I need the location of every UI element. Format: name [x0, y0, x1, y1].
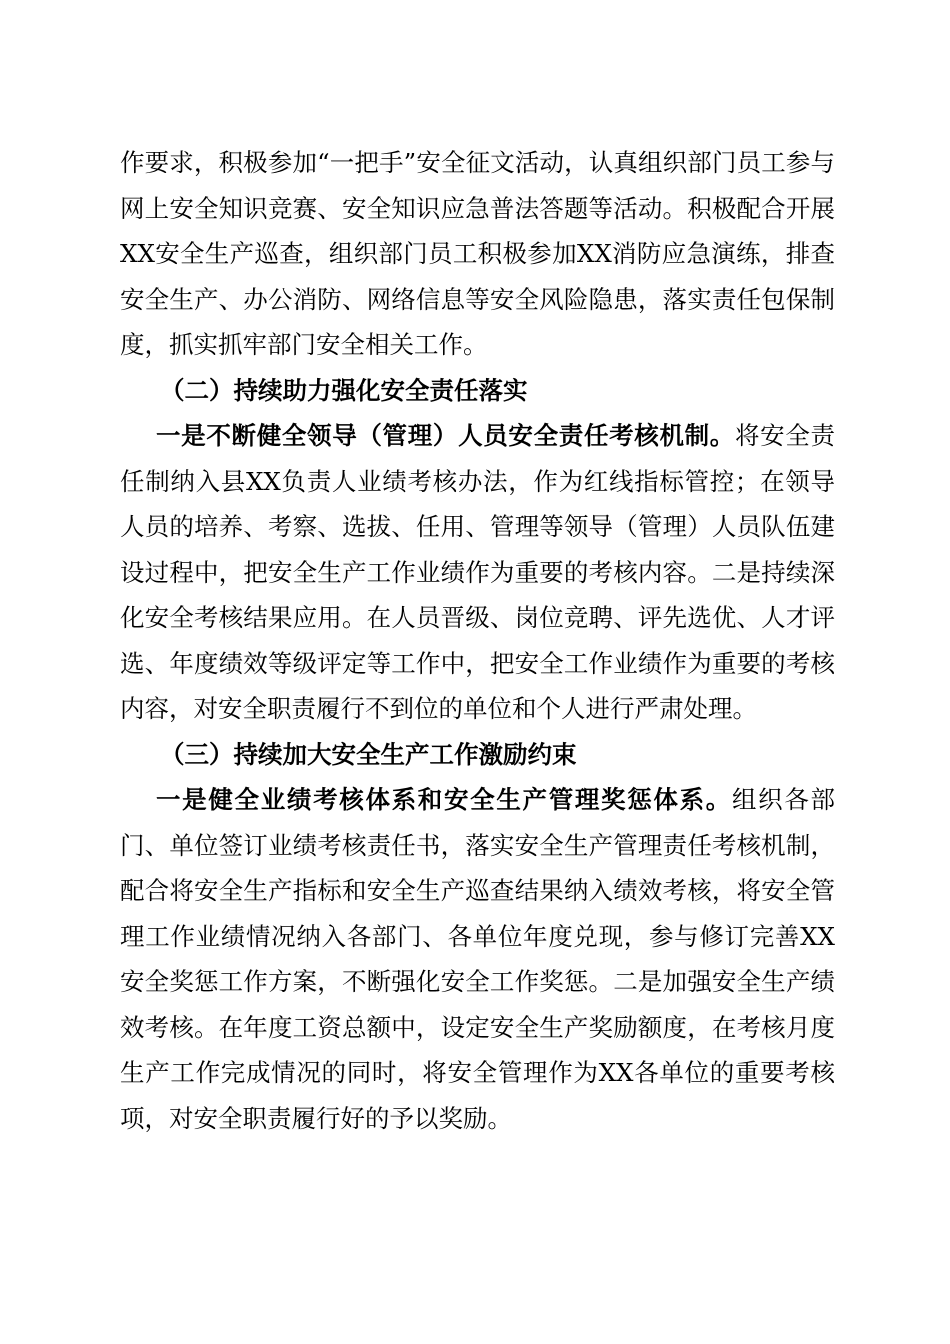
paragraph-lead-3: 一是健全业绩考核体系和安全生产管理奖惩体系。: [156, 785, 732, 814]
section-heading-2: （二）持续助力强化安全责任落实: [160, 375, 528, 405]
paragraph-lead-2: 一是不断健全领导（管理）人员安全责任考核机制。: [156, 421, 735, 450]
paragraph-section-2: [120, 413, 835, 732]
paragraph-body-3: 组织各部门、单位签订业绩考核责任书，落实安全生产管理责任考核机制，配合将安全生产指标和安全生产巡查结果纳入绩效考核，将安全管理工作业绩情况纳入各部门、各单位年度兑现，参与修订完善XX安全奖惩工作方案，不断强化安全工作奖惩。二是加强安全生产绩效考核。在年度工资总额中，设定安全生产奖励额度，在考核月度生产工作完成情况的同时，将安全管理作为XX各单位的重要考核项，对安全职责履行好的予以奖励。: [120, 785, 836, 1133]
paragraph-continued: 作要求，积极参加“一把手”安全征文活动，认真组织部门员工参与网上安全知识竞赛、安全知识应急普法答题等活动。积极配合开展XX安全生产巡查，组织部门员工积极参加XX消防应急演练，排查安全生产、办公消防、网络信息等安全风险隐患，落实责任包保制度，抓实抓牢部门安全相关工作。: [120, 148, 835, 359]
paragraph-section-3: [120, 777, 835, 1141]
paragraph-body-2: 将安全责任制纳入县XX负责人业绩考核办法，作为红线指标管控；在领导人员的培养、考察、选拔、任用、管理等领导（管理）人员队伍建设过程中，把安全生产工作业绩作为重要的考核内容。二是持续深化安全考核结果应用。在人员晋级、岗位竞聘、评先选优、人才评选、年度绩效等级评定等工作中，把安全工作业绩作为重要的考核内容，对安全职责履行不到位的单位和个人进行严肃处理。: [120, 421, 836, 723]
document-body: [120, 140, 835, 1141]
section-heading-3: （三）持续加大安全生产工作激励约束: [160, 739, 577, 769]
